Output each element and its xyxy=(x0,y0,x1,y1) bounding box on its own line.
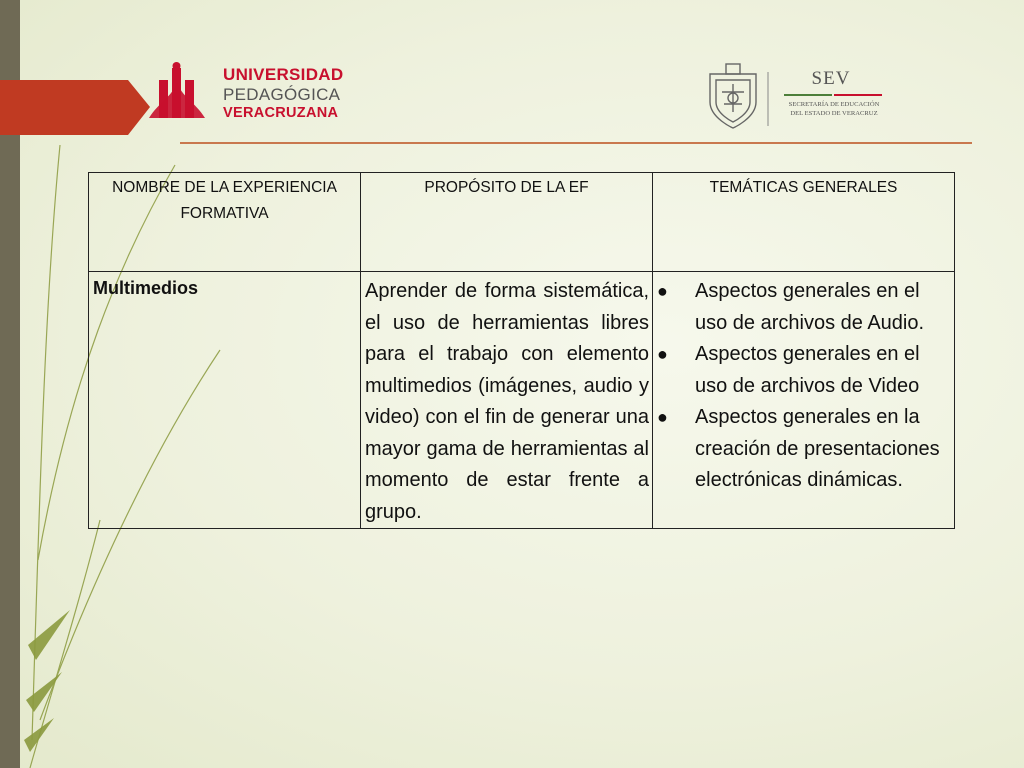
topic-text: Aspectos generales en la creación de presentaciones electrónicas dinámicas. xyxy=(695,406,940,491)
upv-line-3: VERACRUZANA xyxy=(223,105,339,121)
table-row xyxy=(89,272,955,529)
sev-green-line xyxy=(784,94,832,96)
sev-subtitle-line-2: DEL ESTADO DE VERACRUZ xyxy=(790,110,878,117)
experience-table xyxy=(88,172,955,529)
sev-subtitle xyxy=(772,100,896,118)
header-purpose-cell: PROPÓSITO DE LA EF xyxy=(361,173,653,272)
sev-subtitle-line-1: SECRETARÍA DE EDUCACIÓN xyxy=(788,101,880,108)
bullet-icon: ● xyxy=(657,344,668,364)
sev-title: SEV xyxy=(811,68,851,89)
upv-line-1: UNIVERSIDAD xyxy=(223,65,344,84)
topic-text: Aspectos generales en el uso de archivos de Video xyxy=(695,343,920,397)
upv-logo-text xyxy=(223,66,343,121)
experience-topics xyxy=(653,272,955,529)
upv-line-2: PEDAGÓGICA xyxy=(223,85,341,104)
table-header-row xyxy=(89,173,955,272)
topics-list xyxy=(655,276,952,497)
list-item xyxy=(655,276,952,339)
header-name-cell: NOMBRE DE LA EXPERIENCIA FORMATIVA xyxy=(89,173,361,272)
experience-name: Multimedios xyxy=(89,272,361,529)
header-topics-cell: TEMÁTICAS GENERALES xyxy=(653,173,955,272)
list-item xyxy=(655,402,952,497)
list-item xyxy=(655,339,952,402)
red-header-tab xyxy=(0,80,150,135)
bullet-icon: ● xyxy=(657,407,668,427)
header-rule xyxy=(180,142,972,144)
topic-text: Aspectos generales en el uso de archivos de Audio. xyxy=(695,280,925,334)
experience-purpose: Aprender de forma sistemática, el uso de herramientas libres para el trabajo con elemento multimedios (imágenes, audio y video) con el fin de generar una mayor gama de herramientas al momento de estar frente a grupo. xyxy=(361,272,653,529)
bullet-icon: ● xyxy=(657,281,668,301)
sev-red-line xyxy=(834,94,882,96)
